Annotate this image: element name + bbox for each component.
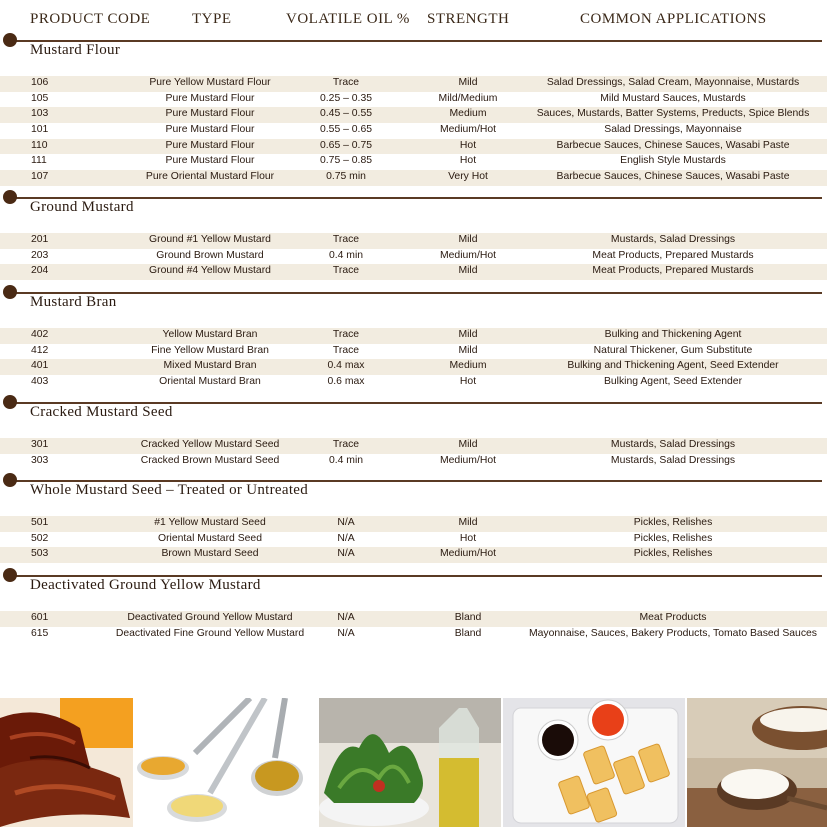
table-row [0, 139, 827, 155]
cell-applications: Barbecue Sauces, Chinese Sauces, Wasabi Paste [556, 171, 790, 183]
cell-type: Pure Yellow Mustard Flour [149, 77, 271, 88]
cell-volatile-oil: 0.45 – 0.55 [320, 108, 372, 120]
cell-applications: Salad Dressings, Mayonnaise [604, 124, 742, 136]
cell-type: Oriental Mustard Seed [158, 532, 262, 544]
cell-volatile-oil: 0.4 min [328, 249, 364, 261]
cell-strength: Bland [454, 627, 482, 639]
table-row [0, 92, 827, 108]
cell-strength: Mild [458, 344, 478, 356]
table-row [0, 611, 827, 627]
table-row [0, 375, 827, 391]
table-row [0, 344, 827, 360]
cell-type: Yellow Mustard Bran [162, 329, 258, 340]
cell-applications: Bulking and Thickening Agent [604, 329, 742, 340]
cell-product-code: 103 [31, 108, 49, 120]
spring-rolls-sauces-photo [503, 698, 685, 827]
cell-volatile-oil: N/A [337, 532, 355, 544]
cell-strength: Hot [459, 376, 477, 388]
table-row [0, 154, 827, 170]
header-common-applications: COMMON APPLICATIONS [580, 11, 767, 27]
cell-product-code: 201 [31, 234, 49, 245]
cell-applications: Meat Products, Prepared Mustards [592, 249, 754, 261]
table-row [0, 107, 827, 123]
cell-type: Pure Mustard Flour [165, 139, 255, 151]
section-rows [0, 438, 827, 469]
cell-applications: Bulking Agent, Seed Extender [603, 376, 743, 388]
cell-applications: Mustards, Salad Dressings [610, 454, 736, 466]
bullet-dot-icon [3, 395, 17, 409]
salad-dressing-photo [319, 698, 501, 827]
cell-product-code: 503 [31, 548, 49, 560]
cell-product-code: 501 [31, 517, 49, 528]
table-row [0, 249, 827, 265]
cell-strength: Medium/Hot [439, 124, 497, 136]
cell-volatile-oil: 0.75 – 0.85 [320, 155, 372, 167]
cell-type: Deactivated Fine Ground Yellow Mustard [115, 627, 305, 639]
cell-strength: Medium/Hot [439, 249, 497, 261]
cell-volatile-oil: 0.55 – 0.65 [320, 124, 372, 136]
cell-product-code: 203 [31, 249, 49, 261]
cell-strength: Hot [459, 155, 477, 167]
mustard-spoons-photo [135, 698, 317, 827]
cell-product-code: 105 [31, 92, 49, 104]
table-row [0, 123, 827, 139]
cell-strength: Mild/Medium [438, 92, 498, 104]
cell-type: Pure Mustard Flour [165, 92, 255, 104]
table-row [0, 547, 827, 563]
cell-strength: Mild [458, 265, 478, 277]
cell-applications: Salad Dressings, Salad Cream, Mayonnaise, Mustards [546, 77, 800, 88]
cell-product-code: 106 [31, 77, 49, 88]
cell-applications: English Style Mustards [620, 155, 726, 167]
cell-volatile-oil: Trace [332, 234, 360, 245]
cell-applications: Mayonnaise, Sauces, Bakery Products, Tomato Based Sauces [528, 627, 818, 639]
header-strength: STRENGTH [427, 11, 510, 27]
cell-type: Pure Oriental Mustard Flour [145, 171, 275, 183]
cell-product-code: 402 [31, 329, 49, 340]
cell-volatile-oil: 0.4 max [327, 360, 365, 372]
cell-product-code: 502 [31, 532, 49, 544]
table-row [0, 516, 827, 532]
cell-volatile-oil: N/A [337, 612, 355, 623]
cell-strength: Mild [458, 439, 478, 450]
section-divider [8, 292, 822, 294]
section-rows [0, 328, 827, 391]
photo-strip [0, 698, 827, 827]
bullet-dot-icon [3, 473, 17, 487]
section-title: Mustard Flour [30, 42, 121, 58]
section-title: Whole Mustard Seed – Treated or Untreated [30, 482, 309, 498]
cell-product-code: 110 [31, 139, 48, 151]
cell-applications: Mustards, Salad Dressings [610, 234, 736, 245]
cell-volatile-oil: 0.4 min [328, 454, 364, 466]
cell-applications: Mustards, Salad Dressings [610, 439, 736, 450]
cell-product-code: 401 [31, 360, 49, 372]
cell-strength: Mild [458, 234, 478, 245]
cell-volatile-oil: 0.65 – 0.75 [320, 139, 372, 151]
section-title: Ground Mustard [30, 199, 134, 215]
cell-type: #1 Yellow Mustard Seed [154, 517, 266, 528]
cell-volatile-oil: N/A [337, 548, 355, 560]
cell-type: Ground Brown Mustard [156, 249, 264, 261]
section-title: Cracked Mustard Seed [30, 404, 173, 420]
cell-product-code: 403 [31, 376, 49, 388]
cell-type: Pure Mustard Flour [165, 155, 255, 167]
cell-applications: Bulking and Thickening Agent, Seed Extender [567, 360, 779, 372]
bullet-dot-icon [3, 33, 17, 47]
cell-strength: Medium [449, 108, 487, 120]
table-row [0, 532, 827, 548]
cell-applications: Pickles, Relishes [633, 517, 713, 528]
cell-product-code: 412 [31, 344, 49, 356]
table-row [0, 359, 827, 375]
cell-type: Brown Mustard Seed [161, 548, 259, 560]
cell-strength: Mild [458, 329, 478, 340]
section-divider [8, 40, 822, 42]
bullet-dot-icon [3, 568, 17, 582]
section-rows [0, 233, 827, 280]
table-header [0, 0, 827, 36]
cell-product-code: 107 [31, 171, 49, 183]
cell-product-code: 101 [31, 124, 49, 136]
cell-applications: Natural Thickener, Gum Substitute [593, 344, 753, 356]
table-row [0, 328, 827, 344]
cell-type: Pure Mustard Flour [165, 108, 255, 120]
section-rows [0, 76, 827, 186]
cell-applications: Sauces, Mustards, Batter Systems, Preducts, Spice Blends [536, 108, 810, 120]
header-volatile-oil: VOLATILE OIL % [286, 11, 410, 27]
cell-strength: Medium/Hot [439, 454, 497, 466]
table-row [0, 264, 827, 280]
cell-strength: Mild [458, 517, 478, 528]
cell-strength: Hot [459, 139, 477, 151]
table-row [0, 170, 827, 186]
cell-volatile-oil: Trace [332, 265, 360, 277]
cell-volatile-oil: Trace [332, 344, 360, 356]
cell-strength: Bland [454, 612, 482, 623]
cell-product-code: 303 [31, 454, 49, 466]
cell-applications: Mild Mustard Sauces, Mustards [600, 92, 746, 104]
cell-strength: Medium [449, 360, 487, 372]
cell-strength: Mild [458, 77, 478, 88]
cell-product-code: 615 [31, 627, 49, 639]
mayonnaise-bowl-photo [687, 698, 827, 827]
table-row [0, 76, 827, 92]
cell-volatile-oil: 0.6 max [327, 376, 365, 388]
section-title: Mustard Bran [30, 294, 117, 310]
cell-product-code: 111 [31, 155, 47, 167]
cell-strength: Hot [459, 532, 477, 544]
cell-type: Fine Yellow Mustard Bran [151, 344, 269, 356]
barbecue-ribs-photo [0, 698, 133, 827]
table-row [0, 627, 827, 643]
table-row [0, 233, 827, 249]
header-product-code: PRODUCT CODE [30, 11, 151, 27]
header-type: TYPE [192, 11, 232, 27]
cell-type: Oriental Mustard Bran [159, 376, 261, 388]
cell-volatile-oil: N/A [337, 627, 355, 639]
cell-volatile-oil: 0.25 – 0.35 [320, 92, 372, 104]
cell-applications: Pickles, Relishes [633, 548, 713, 560]
cell-volatile-oil: Trace [332, 329, 360, 340]
table-row [0, 438, 827, 454]
cell-type: Deactivated Ground Yellow Mustard [127, 612, 293, 623]
cell-product-code: 204 [31, 265, 49, 277]
cell-volatile-oil: Trace [332, 77, 360, 88]
cell-type: Ground #1 Yellow Mustard [149, 234, 271, 245]
cell-type: Ground #4 Yellow Mustard [149, 265, 271, 277]
table-row [0, 454, 827, 470]
cell-type: Mixed Mustard Bran [163, 360, 257, 372]
cell-applications: Pickles, Relishes [633, 532, 713, 544]
section-rows [0, 516, 827, 563]
section-rows [0, 611, 827, 642]
cell-applications: Barbecue Sauces, Chinese Sauces, Wasabi Paste [556, 139, 790, 151]
cell-type: Cracked Brown Mustard Seed [140, 454, 280, 466]
cell-product-code: 601 [31, 612, 49, 623]
cell-applications: Meat Products, Prepared Mustards [592, 265, 754, 277]
cell-applications: Meat Products [639, 612, 707, 623]
cell-strength: Very Hot [448, 171, 488, 183]
cell-type: Pure Mustard Flour [165, 124, 255, 136]
cell-product-code: 301 [31, 439, 49, 450]
bullet-dot-icon [3, 285, 17, 299]
section-title: Deactivated Ground Yellow Mustard [30, 577, 261, 593]
bullet-dot-icon [3, 190, 17, 204]
cell-type: Cracked Yellow Mustard Seed [140, 439, 280, 450]
cell-strength: Medium/Hot [439, 548, 497, 560]
cell-volatile-oil: N/A [337, 517, 355, 528]
cell-volatile-oil: Trace [332, 439, 360, 450]
cell-volatile-oil: 0.75 min [326, 171, 366, 183]
